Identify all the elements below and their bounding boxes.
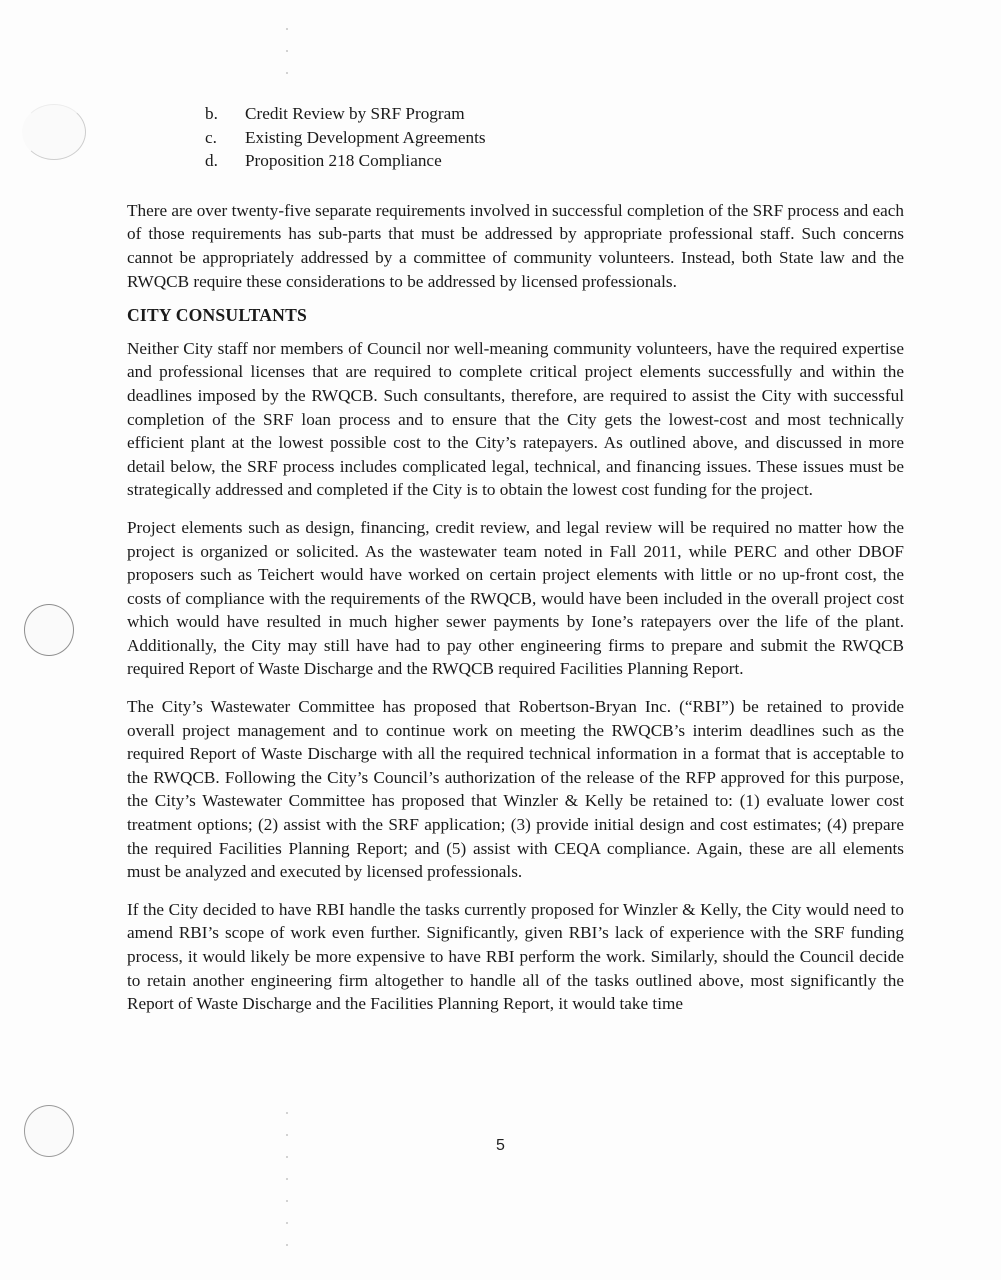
list-item-letter: d. <box>205 151 218 171</box>
punch-hole-middle <box>24 604 74 656</box>
list-item-letter: c. <box>205 127 217 147</box>
list-item <box>205 126 904 150</box>
list-item-text: Credit Review by SRF Program <box>245 104 465 123</box>
document-body <box>127 102 904 1016</box>
list-item <box>205 102 904 126</box>
scan-artifact-bottom <box>286 1112 288 1247</box>
intro-paragraph: There are over twenty-five separate requirements involved in successful completion of the SRF process and each of those requirements has sub-parts that must be addressed by appropriate professional staff. Such concerns cannot be appropriately addressed by a committee of community volunteers. Instead, both State law and the RWQCB require these considerations to be addressed by licensed professionals. <box>127 200 904 291</box>
lettered-list <box>127 102 904 173</box>
section-heading: CITY CONSULTANTS <box>127 305 308 326</box>
body-paragraph: Project elements such as design, financing, credit review, and legal review will be required no matter how the project is organized or solicited. As the wastewater team noted in Fall 2011, while PERC and other DBOF proposers such as Teichert would have worked on certain project elements with little or no up-front cost, the costs of compliance with the requirements of the RWQCB, would have been included in the overall project cost which would have resulted in much higher sewer payments by Ione’s ratepayers over the life of the plant. Additionally, the City may still have had to pay other engineering firms to prepare and submit the RWQCB required Report of Waste Discharge and the RWQCB required Facilities Planning Report. <box>127 517 904 679</box>
punch-hole-top <box>22 104 86 160</box>
list-item-text: Existing Development Agreements <box>245 127 486 147</box>
scan-artifact-top <box>286 28 288 78</box>
body-paragraph: The City’s Wastewater Committee has proposed that Robertson-Bryan Inc. (“RBI”) be retained to provide overall project management and to continue work on meeting the RWQCB’s interim deadlines such as the required Report of Waste Discharge with all the required technical information in a format that is acceptable to the RWQCB. Following the City’s Council’s authorization of the release of the RFP approved for this purpose, the City’s Wastewater Committee has proposed that Winzler & Kelly be retained to: (1) evaluate lower cost treatment options; (2) assist with the SRF application; (3) provide initial design and cost estimates; (4) prepare the required Facilities Planning Report; and (5) assist with CEQA compliance. Again, these are all elements must be analyzed and executed by licensed professionals. <box>127 697 904 882</box>
list-item <box>205 149 904 173</box>
list-item-letter: b. <box>205 104 218 123</box>
page-number: 5 <box>496 1137 505 1154</box>
list-item-text: Proposition 218 Compliance <box>245 151 442 171</box>
body-paragraph: If the City decided to have RBI handle the tasks currently proposed for Winzler & Kelly, the City would need to amend RBI’s scope of work even further. Significantly, given RBI’s lack of experience with the SRF funding process, it would likely be more expensive to have RBI perform the work. Similarly, should the Council decide to retain another engineering firm altogether to handle all of the tasks outlined above, most significantly the Report of Waste Discharge and the Facilities Planning Report, it would take time <box>127 899 904 1014</box>
body-paragraph: Neither City staff nor members of Council nor well-meaning community volunteers, have the required expertise and professional licenses that are required to complete critical project elements successfully and within the deadlines imposed by the RWQCB. Such consultants, therefore, are required to assist the City with successful completion of the SRF loan process and to ensure that the City gets the lowest-cost and most technically efficient plant at the lowest possible cost to the City’s ratepayers. As outlined above, and discussed in more detail below, the SRF process includes complicated legal, technical, and financing issues. These issues must be strategically addressed and completed if the City is to obtain the lowest cost funding for the project. <box>127 338 904 500</box>
